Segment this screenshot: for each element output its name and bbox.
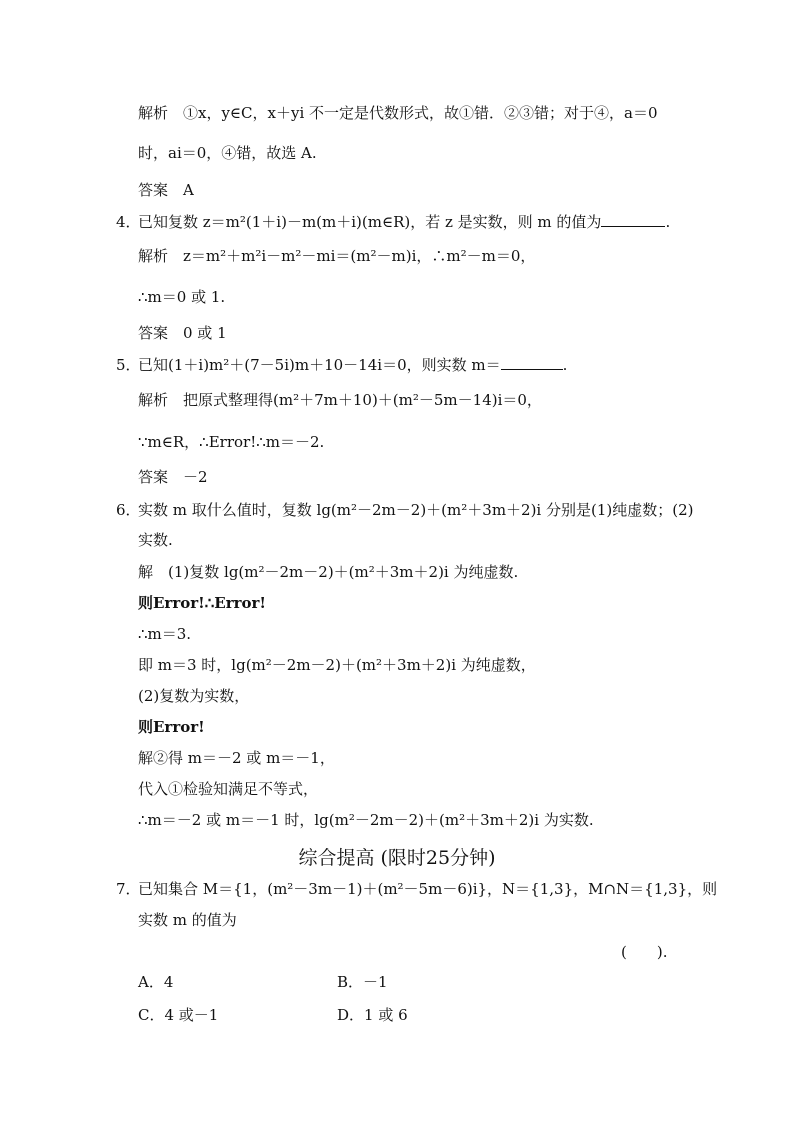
option-b: B．－1 (337, 973, 388, 991)
question-number-6: 6． (116, 501, 141, 519)
analysis-q5-line1: 解析 把原式整理得(m²＋7m＋10)＋(m²－5m－14)i＝0， (138, 391, 542, 409)
solution-q6-line8: 代入①检验知满足不等式， (138, 780, 319, 798)
solution-q6-line9: ∴m＝－2 或 m＝－1 时，lg(m²－2m－2)＋(m²＋3m＋2)i 为实数. (138, 811, 594, 829)
solution-q6-line4: 即 m＝3 时，lg(m²－2m－2)＋(m²＋3m＋2)i 为纯虚数， (138, 656, 536, 674)
question-7-line2: 实数 m 的值为 (138, 911, 237, 929)
option-a: A．4 (138, 973, 174, 991)
answer-q4: 答案 0 或 1 (138, 324, 227, 342)
option-c: C．4 或－1 (138, 1006, 219, 1024)
section-heading: 综合提高 (限时25分钟) (298, 847, 496, 869)
analysis-q3-line1: 解析 ①x，y∈C，x＋yi 不一定是代数形式，故①错．②③错；对于④，a＝0 (138, 104, 658, 122)
analysis-q5-line2: ∵m∈R，∴Error!∴m＝－2. (138, 433, 325, 451)
question-6-line1: 实数 m 取什么值时，复数 lg(m²－2m－2)＋(m²＋3m＋2)i 分别是(1)纯虚数；(2) (138, 501, 694, 519)
answer-bracket-7: ( ). (621, 943, 668, 961)
answer-q3: 答案 A (138, 181, 194, 199)
question-4 (138, 212, 670, 232)
question-5-text: 已知(1＋i)m²＋(7－5i)m＋10－14i＝0，则实数 m＝ (138, 356, 501, 374)
option-d: D．1 或 6 (337, 1006, 408, 1024)
question-5-end: . (562, 356, 568, 374)
question-number-7: 7． (116, 880, 141, 898)
question-number-4: 4． (116, 213, 141, 231)
answer-q5: 答案 －2 (138, 468, 208, 486)
analysis-q4-line1: 解析 z＝m²＋m²i－m²－mi＝(m²－m)i，∴m²－m＝0， (138, 247, 536, 265)
solution-q6-line6: 则Error! (138, 718, 205, 736)
answer-blank-5 (501, 355, 563, 370)
question-5 (138, 355, 567, 375)
solution-q6-line5: (2)复数为实数， (138, 687, 250, 705)
answer-blank-4 (601, 212, 665, 227)
question-number-5: 5． (116, 356, 141, 374)
solution-q6-line1: 解 (1)复数 lg(m²－2m－2)＋(m²＋3m＋2)i 为纯虚数. (138, 563, 519, 581)
question-4-text: 已知复数 z＝m²(1＋i)－m(m＋i)(m∈R)，若 z 是实数，则 m 的值为 (138, 213, 602, 231)
solution-q6-line3: ∴m＝3. (138, 625, 192, 643)
question-4-end: . (665, 213, 671, 231)
solution-q6-line7: 解②得 m＝－2 或 m＝－1， (138, 749, 335, 767)
solution-q6-line2: 则Error!∴Error! (138, 594, 267, 612)
question-7-line1: 已知集合 M＝{1，(m²－3m－1)＋(m²－5m－6)i}，N＝{1,3}，M∩N＝{1,3}，则 (138, 880, 718, 898)
question-6-line2: 实数. (138, 531, 173, 549)
analysis-q4-line2: ∴m＝0 或 1. (138, 288, 226, 306)
analysis-q3-line2: 时，ai＝0，④错，故选 A. (138, 144, 317, 162)
